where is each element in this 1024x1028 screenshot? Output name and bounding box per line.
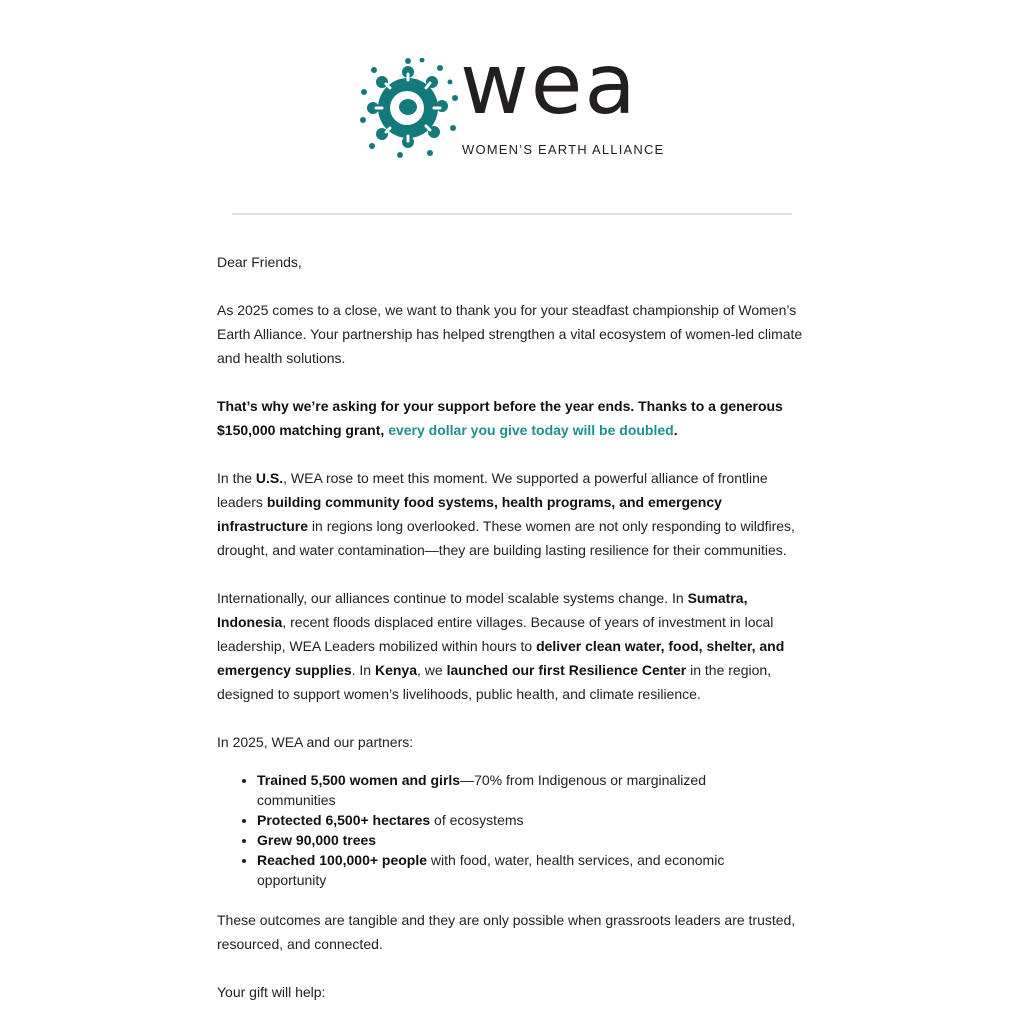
closing-paragraphs — [217, 908, 809, 1004]
paragraph — [217, 466, 809, 562]
header-divider — [232, 213, 792, 215]
paragraph — [217, 730, 809, 754]
logo-tagline: WOMEN’S EARTH ALLIANCE — [462, 142, 665, 157]
wea-logo[interactable] — [360, 35, 670, 166]
email-body — [217, 250, 809, 1028]
text: —70% from Indigenous or marginalized communities — [257, 772, 706, 808]
text: in regions long overlooked. These women are not only responding to wildfires, drought, and water contamination—they are building lasting resilience for their communities. — [217, 518, 795, 558]
bold-text: Grew 90,000 trees — [257, 832, 377, 848]
text: Internationally, our alliances continue to model scalable systems change. In — [217, 590, 688, 606]
paragraph — [217, 250, 809, 274]
list-item — [257, 810, 757, 830]
bold-text: deliver clean water, food, shelter, and emergency supplies — [217, 638, 785, 678]
bold-text: . — [673, 422, 678, 438]
text: In 2025, WEA and our partners: — [217, 734, 414, 750]
text: with food, water, health services, and economic opportunity — [257, 852, 725, 888]
paragraph — [217, 298, 809, 370]
text: In the — [217, 470, 256, 486]
list-item — [257, 830, 757, 850]
logo-wordmark: wea — [460, 35, 638, 133]
text: Your gift will help: — [217, 984, 326, 1000]
bold-text: Sumatra, Indonesia — [217, 590, 748, 630]
text: in the region, designed to support women’s livelihoods, public health, and climate resilience. — [217, 662, 772, 702]
text: of ecosystems — [430, 812, 524, 828]
text: Dear Friends, — [217, 254, 302, 270]
paragraph — [217, 908, 809, 956]
paragraph — [217, 394, 809, 442]
outcomes-list — [217, 770, 757, 890]
bold-text: U.S. — [255, 470, 284, 486]
paragraph — [217, 980, 809, 1004]
text: These outcomes are tangible and they are only possible when grassroots leaders are trusted, resourced, and connected. — [217, 912, 796, 952]
bold-text: building community food systems, health programs, and emergency infrastructure — [217, 494, 722, 534]
bold-text: launched our first Resilience Center — [446, 662, 687, 678]
text: , recent floods displaced entire villages. Because of years of investment in local leadership, WEA Leaders mobilized within hours to — [217, 614, 774, 654]
bold-text: Protected 6,500+ hectares — [257, 812, 431, 828]
paragraph — [217, 586, 809, 706]
text: , WEA rose to meet this moment. We supported a powerful alliance of frontline leaders — [217, 470, 768, 510]
text: . In — [351, 662, 375, 678]
bold-text: Reached 100,000+ people — [257, 852, 428, 868]
list-item — [257, 770, 757, 810]
intro-paragraphs — [217, 250, 809, 754]
text: As 2025 comes to a close, we want to thank you for your steadfast championship of Women’s Earth Alliance. Your partnership has helped strengthen a vital ecosystem of women-led climate and health solutions. — [217, 302, 803, 366]
bold-text: Trained 5,500 women and girls — [257, 772, 461, 788]
sun-emblem-icon — [360, 58, 460, 158]
bold-text: Kenya — [374, 662, 418, 678]
text: , we — [417, 662, 447, 678]
matching-gift-link[interactable]: every dollar you give today will be doubled — [388, 422, 674, 438]
bold-text: That’s why we’re asking for your support before the year ends. Thanks to a generous $150,000 matching grant, — [217, 398, 783, 438]
list-item — [257, 850, 757, 890]
